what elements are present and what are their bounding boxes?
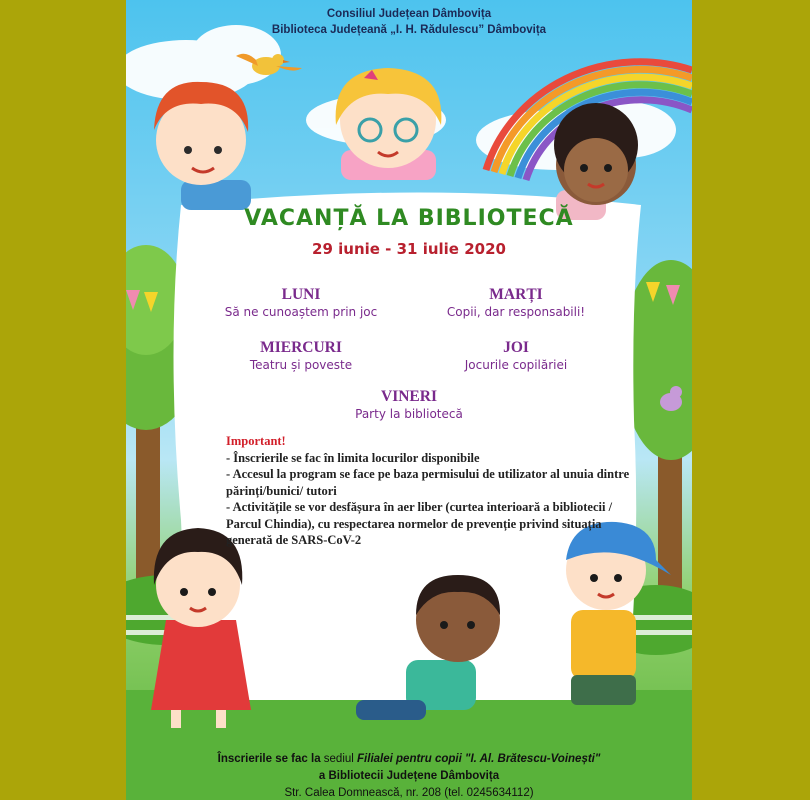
day-name: LUNI bbox=[281, 286, 321, 303]
footer-line-2: a Bibliotecii Județene Dâmbovița bbox=[318, 770, 500, 782]
day-activity: Copii, dar responsabili! bbox=[446, 305, 586, 319]
day-friday bbox=[284, 388, 534, 422]
day-activity: Jocurile copilăriei bbox=[464, 358, 568, 372]
day-name: VINERI bbox=[381, 388, 437, 405]
kid-blonde-girl-illustration bbox=[336, 68, 442, 180]
day-wednesday bbox=[176, 339, 426, 373]
note-line: - Accesul la program se face pe baza permisului de utilizator al unuia dintre părinți/bunici/ tutori bbox=[226, 467, 630, 498]
footer-address: Str. Calea Domnească, nr. 208 (tel. 0245634112) bbox=[284, 787, 534, 799]
day-name: MIERCURI bbox=[260, 339, 342, 356]
poster-title: VACANȚĂ LA BIBLIOTECĂ bbox=[244, 206, 574, 231]
important-heading: Important! bbox=[226, 434, 286, 448]
footer bbox=[126, 751, 692, 800]
kid-girl-red-dress-illustration bbox=[151, 528, 251, 728]
note-line: - Activitățile se vor desfășura în aer liber (curtea interioară a bibliotecii / Parcul Chindia), cu respectarea normelor de prevenție privind situația generată de SARS-CoV-2 bbox=[226, 500, 613, 547]
day-monday bbox=[176, 286, 426, 320]
header-library: Biblioteca Județeană „I. H. Rădulescu” Dâmbovița bbox=[271, 24, 547, 36]
important-notes bbox=[226, 433, 646, 549]
day-name: MARȚI bbox=[489, 286, 543, 303]
kid-red-hair-illustration bbox=[154, 82, 251, 210]
poster bbox=[126, 0, 692, 800]
header-council: Consiliul Județean Dâmbovița bbox=[326, 8, 492, 20]
program-dates: 29 iunie - 31 iulie 2020 bbox=[312, 240, 506, 258]
footer-line-1: Înscrierile se fac la sediul Filialei pentru copii "I. Al. Brătescu-Voinești" bbox=[217, 753, 601, 765]
day-name: JOI bbox=[503, 339, 529, 356]
kid-dark-hair-girl-illustration bbox=[554, 103, 638, 220]
day-activity: Party la bibliotecă bbox=[355, 407, 463, 421]
day-tuesday bbox=[391, 286, 641, 320]
day-activity: Teatru și poveste bbox=[249, 358, 353, 372]
note-line: - Înscrierile se fac în limita locurilor disponibile bbox=[226, 450, 480, 465]
day-activity: Să ne cunoaștem prin joc bbox=[224, 305, 378, 319]
day-thursday bbox=[391, 339, 641, 373]
